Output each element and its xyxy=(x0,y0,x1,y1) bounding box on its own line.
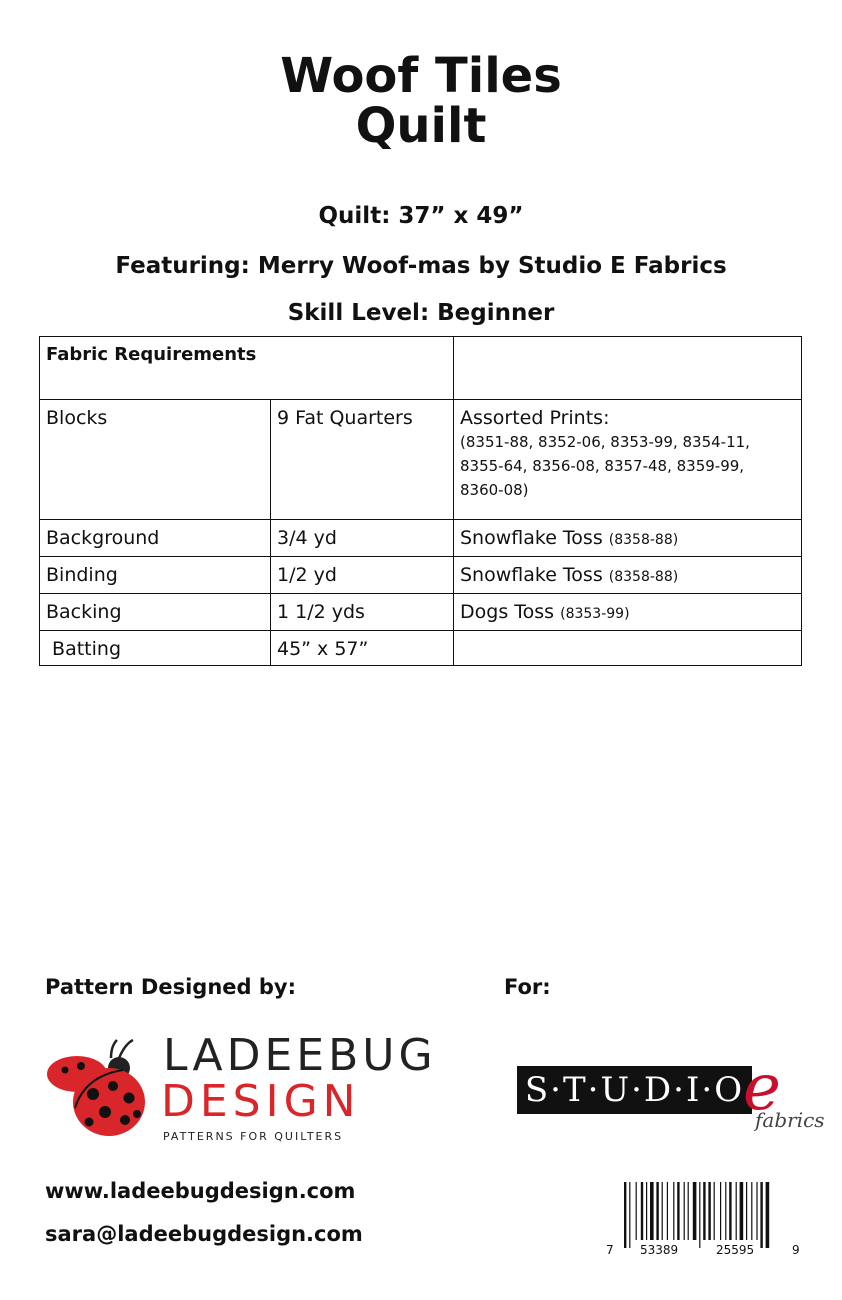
row-fabric-cell xyxy=(454,400,802,520)
studio-e-letter: e xyxy=(743,1051,781,1125)
row-fabric: Snowflake Toss xyxy=(460,564,603,586)
barcode-bar xyxy=(746,1182,747,1240)
row-fabric-code: (8358-88) xyxy=(608,532,679,548)
studio-wordmark: S·T·U·D·I·O xyxy=(517,1066,752,1114)
barcode-bar xyxy=(624,1182,626,1248)
barcode-bars xyxy=(606,1182,806,1252)
barcode-bar xyxy=(708,1182,710,1240)
table-row xyxy=(40,520,802,557)
barcode-bar xyxy=(646,1182,647,1240)
ladeebug-logo xyxy=(45,1028,437,1148)
designed-by-label: Pattern Designed by: xyxy=(45,975,296,999)
table-row xyxy=(40,594,802,631)
fabric-requirements-table xyxy=(39,336,802,666)
barcode-bar xyxy=(629,1182,630,1248)
barcode-bar xyxy=(673,1182,674,1240)
table-header-empty xyxy=(454,337,802,400)
barcode-bar xyxy=(766,1182,770,1248)
design-wordmark: DESIGN xyxy=(161,1076,361,1127)
barcode-bar xyxy=(667,1182,668,1240)
barcode-digit-first: 7 xyxy=(606,1243,614,1257)
page-title-line1: Woof Tiles xyxy=(280,48,562,104)
table-row xyxy=(40,631,802,666)
row-amount: 1 1/2 yds xyxy=(271,594,454,631)
barcode xyxy=(606,1182,806,1267)
barcode-bar xyxy=(729,1182,731,1240)
table-header: Fabric Requirements xyxy=(40,337,454,400)
row-fabric: Snowflake Toss xyxy=(460,527,603,549)
row-fabric-code: (8353-99) xyxy=(560,606,630,622)
barcode-digit-group1: 53389 xyxy=(640,1243,679,1257)
featuring-line: Featuring: Merry Woof-mas by Studio E Fabrics xyxy=(115,253,727,279)
skill-level: Skill Level: Beginner xyxy=(287,300,555,326)
barcode-digit-group2: 25595 xyxy=(716,1243,755,1257)
ladeebug-wordmark: LADEEBUG xyxy=(163,1030,437,1081)
website-link[interactable]: www.ladeebugdesign.com xyxy=(45,1179,356,1203)
table-row xyxy=(40,557,802,594)
row-fabric-cell xyxy=(454,594,802,631)
row-fabric-code: (8358-88) xyxy=(608,569,679,585)
barcode-bar xyxy=(760,1182,762,1248)
barcode-bar xyxy=(688,1182,689,1240)
for-label: For: xyxy=(504,975,551,999)
row-amount: 9 Fat Quarters xyxy=(271,400,454,520)
row-part: Blocks xyxy=(40,400,271,520)
row-fabric-codes: (8351-88, 8352-06, 8353-99, 8354-11, 8355-64, 8356-08, 8357-48, 8359-99, 8360-08) xyxy=(460,433,750,499)
barcode-bar xyxy=(636,1182,637,1240)
barcode-bar xyxy=(684,1182,685,1240)
barcode-bar xyxy=(662,1182,663,1240)
row-amount: 1/2 yd xyxy=(271,557,454,594)
studio-e-logo xyxy=(515,1048,837,1158)
barcode-bar xyxy=(725,1182,726,1240)
row-part: Background xyxy=(40,520,271,557)
barcode-digit-last: 9 xyxy=(792,1243,800,1257)
row-part: Batting xyxy=(40,631,271,666)
row-part: Backing xyxy=(40,594,271,631)
row-amount: 45” x 57” xyxy=(271,631,454,666)
row-fabric-cell xyxy=(454,631,802,666)
row-fabric: Dogs Toss xyxy=(460,601,555,623)
quilt-size: Quilt: 37” x 49” xyxy=(318,203,524,229)
barcode-bar xyxy=(736,1182,737,1240)
row-fabric-cell xyxy=(454,557,802,594)
email-link[interactable]: sara@ladeebugdesign.com xyxy=(45,1222,363,1246)
barcode-bar xyxy=(699,1182,700,1248)
barcode-bar xyxy=(703,1182,705,1240)
row-fabric-cell xyxy=(454,520,802,557)
table-row xyxy=(40,400,802,520)
ladeebug-tagline: PATTERNS FOR QUILTERS xyxy=(163,1130,344,1143)
barcode-bar xyxy=(656,1182,658,1240)
row-part: Binding xyxy=(40,557,271,594)
row-fabric: Assorted Prints: xyxy=(460,407,610,429)
ladybug-icon xyxy=(45,1036,157,1146)
barcode-bar xyxy=(693,1182,697,1240)
studio-fabrics-script: fabrics xyxy=(755,1108,825,1132)
barcode-bar xyxy=(751,1182,752,1240)
row-amount: 3/4 yd xyxy=(271,520,454,557)
page-title-line2: Quilt xyxy=(355,98,487,154)
barcode-bar xyxy=(650,1182,654,1240)
barcode-bar xyxy=(720,1182,721,1240)
barcode-bar xyxy=(714,1182,715,1240)
barcode-bar xyxy=(677,1182,679,1240)
barcode-bar xyxy=(641,1182,643,1240)
barcode-bar xyxy=(740,1182,744,1240)
barcode-bar xyxy=(756,1182,757,1240)
table-header-row xyxy=(40,337,802,400)
